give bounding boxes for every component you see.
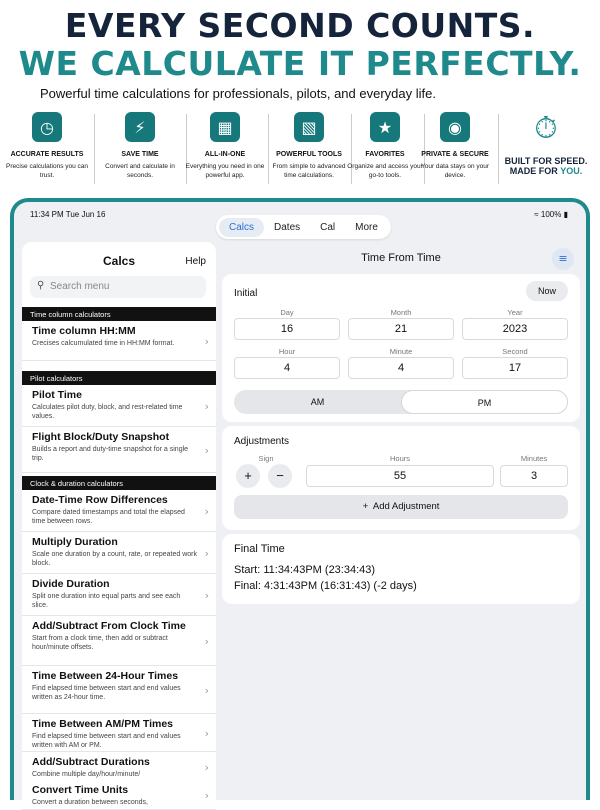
feature-title: PRIVATE & SECURE <box>421 151 489 158</box>
chevron-right-icon: › <box>204 634 209 648</box>
month-label: Month <box>390 308 412 317</box>
feature-desc: Everything you need in one powerful app. <box>185 163 265 179</box>
chevron-right-icon: › <box>204 788 209 802</box>
sidebar-item-desc: Combine multiple day/hour/minute/ <box>32 771 141 778</box>
sidebar-item-desc: Find elapsed time between start and end values written as 24-hour time. <box>32 685 181 701</box>
headline-secondary: WE CALCULATE IT PERFECTLY. <box>18 44 582 83</box>
category-header: Pilot calculators <box>22 371 216 385</box>
sidebar-item-convert-units[interactable] <box>22 780 216 810</box>
feature-title: ALL-IN-ONE <box>204 151 246 158</box>
minus-sign-button[interactable]: − <box>268 464 292 488</box>
search-input[interactable] <box>30 276 206 298</box>
tab-calcs[interactable]: Calcs <box>219 218 264 237</box>
speed-line-1: BUILT FOR SPEED. <box>504 156 588 166</box>
category-header: Clock & duration calculators <box>22 476 216 490</box>
wifi-icon: ≈ <box>534 210 539 219</box>
tagline: Powerful time calculations for professionals, pilots, and everyday life. <box>40 86 436 101</box>
hour-label: Hour <box>278 347 296 356</box>
year-label: Year <box>507 308 523 317</box>
sidebar-item-title: Convert Time Units <box>32 784 129 796</box>
minute-label: Minute <box>389 347 413 356</box>
feature-all-in-one <box>184 108 266 190</box>
hours-label: Hours <box>389 454 410 463</box>
sidebar-item-desc: Crecises calcumulated time in HH:MM format. <box>32 340 175 347</box>
battery-level: 100% <box>540 210 562 219</box>
feature-desc: Convert and calculate in seconds. <box>105 163 175 179</box>
chevron-right-icon: › <box>204 726 209 740</box>
chevron-right-icon: › <box>204 683 209 697</box>
sidebar-item-desc: Calculates pilot duty, block, and rest-related time values. <box>32 404 183 420</box>
month-field[interactable]: 21 <box>348 318 454 340</box>
second-label: Second <box>502 347 528 356</box>
start-result: Start: 11:34:43PM (23:34:43) <box>234 564 376 576</box>
sidebar-item-flight-block[interactable] <box>22 427 216 473</box>
main-panel <box>222 242 580 804</box>
feature-desc: From simple to advanced time calculations. <box>272 163 346 179</box>
sidebar-item-am-pm[interactable] <box>22 714 216 752</box>
lock-icon: ◉ <box>440 112 470 142</box>
tablet-frame <box>10 198 590 806</box>
chevron-right-icon: › <box>204 443 209 457</box>
category-header: Time column calculators <box>22 307 216 321</box>
initial-title: Initial <box>234 288 258 299</box>
sidebar-item-title: Time Between AM/PM Times <box>32 718 174 730</box>
speed-badge <box>500 112 592 176</box>
page-title: Time From Time <box>361 252 441 264</box>
chevron-right-icon: › <box>204 546 209 560</box>
sidebar-item-title: Flight Block/Duty Snapshot <box>32 431 170 443</box>
sidebar-item-title: Add/Subtract From Clock Time <box>32 620 186 632</box>
chevron-right-icon: › <box>204 760 209 774</box>
help-link[interactable]: Help <box>185 256 206 267</box>
year-field[interactable]: 2023 <box>462 318 568 340</box>
status-time: 11:34 PM Tue Jun 16 <box>30 210 106 219</box>
sidebar-item-desc: Builds a report and duty-time snapshot for a single trip. <box>32 446 189 462</box>
second-field[interactable]: 17 <box>462 357 568 379</box>
headline-primary: EVERY SECOND COUNTS. <box>64 6 536 45</box>
sidebar-item-desc: Split one duration into equal parts and see each slice. <box>32 593 181 609</box>
tab-bar <box>216 215 391 239</box>
add-adjustment-label: Add Adjustment <box>372 501 440 512</box>
sidebar-item-title: Pilot Time <box>32 389 82 401</box>
chevron-right-icon: › <box>204 504 209 518</box>
pm-option[interactable]: PM <box>401 390 568 414</box>
final-time-card <box>222 534 580 604</box>
stopwatch-icon: ⏱ <box>534 111 558 146</box>
plus-sign-button[interactable]: + <box>236 464 260 488</box>
sidebar-item-desc: Compare dated timestamps and total the elapsed time between rows. <box>32 509 185 525</box>
feature-title: POWERFUL TOOLS <box>276 151 342 158</box>
feature-title: FAVORITES <box>365 151 405 158</box>
feature-list <box>6 108 506 190</box>
minutes-field[interactable]: 3 <box>500 465 568 487</box>
day-field[interactable]: 16 <box>234 318 340 340</box>
sidebar-item-title: Time Between 24-Hour Times <box>32 670 179 682</box>
sidebar-item-desc: Scale one duration by a count, rate, or repeated work block. <box>32 551 197 567</box>
sidebar-item-title: Divide Duration <box>32 578 110 590</box>
sidebar-item-title: Add/Subtract Durations <box>32 756 150 768</box>
chevron-right-icon: › <box>204 334 209 348</box>
speed-line-2 <box>500 166 592 176</box>
adjustments-title: Adjustments <box>234 436 290 447</box>
am-pm-toggle <box>234 390 568 414</box>
sidebar-item-desc: Convert a duration between seconds, <box>32 799 148 806</box>
minutes-label: Minutes <box>520 454 548 463</box>
sidebar-title: Calcs <box>102 254 136 268</box>
sidebar-item-desc: Start from a clock time, then add or subtract hour/minute offsets. <box>32 635 168 651</box>
calendar-icon: ▦ <box>210 112 240 142</box>
sign-label: Sign <box>258 454 274 463</box>
tab-more[interactable]: More <box>355 221 378 233</box>
sidebar-item-time-column[interactable] <box>22 321 216 361</box>
sidebar-item-multiply-duration[interactable] <box>22 532 216 574</box>
search-placeholder: Search menu <box>50 281 110 292</box>
divider <box>94 114 95 184</box>
clock-icon: ◷ <box>32 112 62 142</box>
day-label: Day <box>280 308 294 317</box>
chevron-right-icon: › <box>204 588 209 602</box>
adjustments-card <box>222 426 580 530</box>
initial-card <box>222 274 580 422</box>
sidebar-item-title: Multiply Duration <box>32 536 118 548</box>
sidebar-item-24-hour[interactable] <box>22 666 216 714</box>
feature-desc: Precise calculations you can trust. <box>6 163 89 179</box>
sidebar-item-desc: Find elapsed time between start and end values written with AM or PM. <box>32 733 181 749</box>
sidebar-item-add-subtract-durations[interactable] <box>22 752 216 782</box>
feature-desc: Your data stays on your device. <box>420 163 490 179</box>
now-button[interactable]: Now <box>526 281 568 301</box>
status-right <box>534 210 568 219</box>
hours-field[interactable]: 55 <box>306 465 494 487</box>
feature-powerful-tools <box>268 108 350 190</box>
hour-field[interactable]: 4 <box>234 357 340 379</box>
feature-private-secure <box>414 108 496 190</box>
tab-dates[interactable]: Dates <box>274 221 301 233</box>
add-adjustment-button[interactable] <box>234 495 568 519</box>
battery-icon: ▮ <box>563 210 568 219</box>
final-result: Final: 4:31:43PM (16:31:43) (-2 days) <box>234 580 417 592</box>
promo-banner <box>0 0 600 200</box>
list-menu-icon[interactable]: ≡ <box>552 248 574 270</box>
final-title: Final Time <box>234 543 285 555</box>
am-option[interactable]: AM <box>310 397 325 407</box>
feature-title: ACCURATE RESULTS <box>10 151 84 158</box>
minute-field[interactable]: 4 <box>348 357 454 379</box>
star-icon: ★ <box>370 112 400 142</box>
sidebar-item-divide-duration[interactable] <box>22 574 216 616</box>
sidebar-item-title: Time column HH:MM <box>32 325 136 337</box>
plus-icon: + <box>362 501 369 512</box>
feature-desc: Organize and access your go-to tools. <box>347 163 423 179</box>
lightning-icon: ⚡ <box>125 112 155 142</box>
feature-save-time <box>99 108 181 190</box>
search-icon: ⚲ <box>37 280 45 291</box>
sidebar-item-title: Date-Time Row Differences <box>32 494 168 506</box>
sidebar-item-pilot-time[interactable] <box>22 385 216 427</box>
sidebar-item-add-subtract-clock[interactable] <box>22 616 216 666</box>
speed-line-2-text: MADE FOR <box>509 166 561 176</box>
tab-cal[interactable]: Cal <box>320 221 336 233</box>
sidebar <box>22 242 216 804</box>
sidebar-item-date-time-row[interactable] <box>22 490 216 532</box>
feature-title: SAVE TIME <box>121 151 159 158</box>
calculator-icon: ▧ <box>294 112 324 142</box>
chevron-right-icon: › <box>204 399 209 413</box>
speed-line-2-accent: YOU. <box>560 166 583 176</box>
divider <box>498 114 499 184</box>
feature-accurate-results <box>6 108 88 190</box>
